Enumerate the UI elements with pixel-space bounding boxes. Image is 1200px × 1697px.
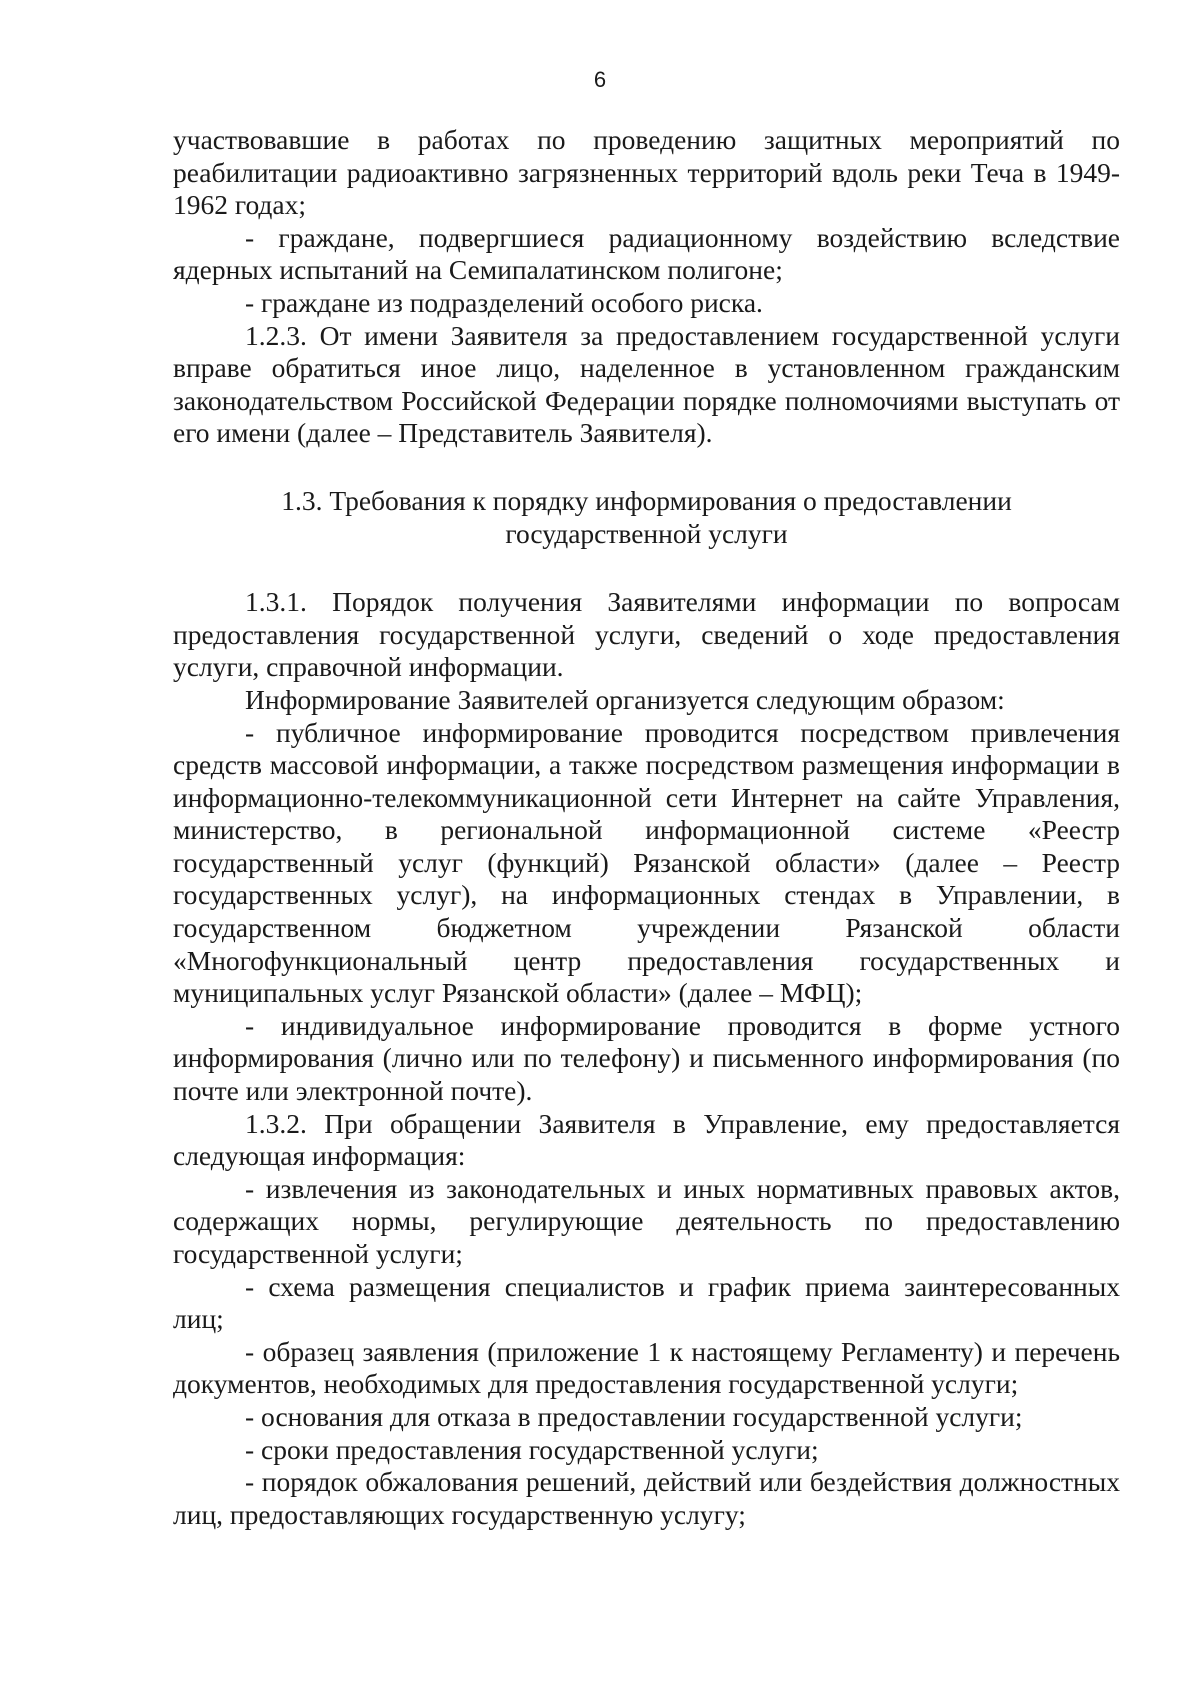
section-heading-line-2: государственной услуги [505, 517, 788, 549]
paragraph-informing-intro: Информирование Заявителей организуется следующим образом: [245, 683, 1005, 715]
list-item: - сроки предоставления государственной услуги; [245, 1433, 819, 1465]
list-item: - индивидуальное информирование проводится в форме устного информирования (лично или по телефону) и письменного информирования (по почте или электронной почте). [173, 1009, 1120, 1107]
list-item: - схема размещения специалистов и график приема заинтересованных лиц; [173, 1270, 1120, 1335]
list-item: - граждане, подвергшиеся радиационному воздействию вследствие ядерных испытаний на Семипалатинском полигоне; [173, 221, 1120, 286]
list-item: - образец заявления (приложение 1 к настоящему Регламенту) и перечень документов, необходимых для предоставления государственной услуги; [173, 1335, 1120, 1400]
document-body [173, 124, 1120, 1531]
paragraph-1-3-1: 1.3.1. Порядок получения Заявителями информации по вопросам предоставления государственной услуги, сведений о ходе предоставления услуги, справочной информации. [173, 586, 1120, 683]
page-number: 6 [593, 67, 607, 92]
paragraph-1-2-3: 1.2.3. От имени Заявителя за предоставлением государственной услуги вправе обратиться иное лицо, наделенное в установленном гражданским законодательством Российской Федерации порядке полномочиями выступать от его имени (далее – Представитель Заявителя). [173, 319, 1120, 449]
section-heading [173, 485, 1120, 550]
section-heading-line-1: 1.3. Требования к порядку информирования о предоставлении [281, 484, 1012, 516]
paragraph-1-3-2: 1.3.2. При обращении Заявителя в Управление, ему предоставляется следующая информация: [173, 1107, 1120, 1172]
list-item: - порядок обжалования решений, действий или бездействия должностных лиц, предоставляющих государственную услугу; [173, 1466, 1120, 1530]
list-item: - граждане из подразделений особого риска. [245, 286, 763, 318]
paragraph-continuation: участвовавшие в работах по проведению защитных мероприятий по реабилитации радиоактивно загрязненных территорий вдоль реки Теча в 1949-1962 годах; [173, 124, 1120, 221]
list-item: - публичное информирование проводится посредством привлечения средств массовой информации, а также посредством размещения информации в информационно-телекоммуникационной сети Интернет на сайте Управления, министерство, в региональной информационной системе «Реестр государственный услуг (функций) Рязанской области» (далее – Реестр государственных услуг), на информационных стендах в Управлении, в государственном бюджетном учреждении Рязанской области «Многофункциональный центр предоставления государственных и муниципальных услуг Рязанской области» (далее – МФЦ); [173, 716, 1120, 1009]
list-item: - основания для отказа в предоставлении государственной услуги; [245, 1400, 1023, 1432]
list-item: - извлечения из законодательных и иных нормативных правовых актов, содержащих нормы, регулирующие деятельность по предоставлению государственной услуги; [173, 1172, 1120, 1269]
